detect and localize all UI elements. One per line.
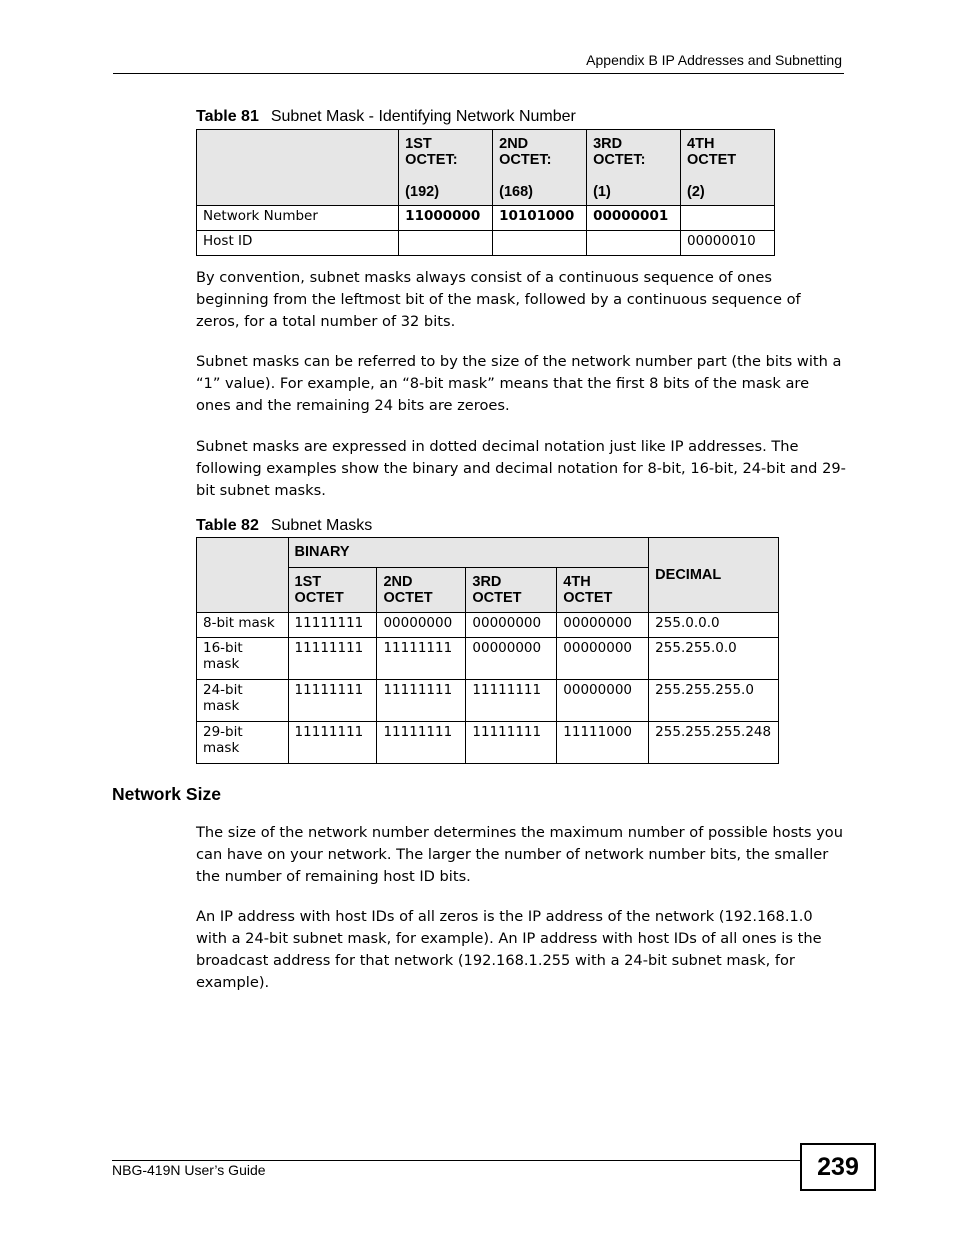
table-row [197, 680, 779, 722]
row-label: Network Number [197, 206, 399, 231]
table-row [197, 206, 775, 231]
table-cell [493, 231, 587, 256]
running-header: Appendix B IP Addresses and Subnetting [586, 52, 842, 68]
table-cell: 10101000 [493, 206, 587, 231]
paragraph-2: Subnet masks can be referred to by the size of the network number part (the bits with a “1” value). For example, an “8-bit mask” means that the first 8 bits of the mask are ones and the remaining 24 bits are zeroes. [196, 353, 842, 414]
table-row [197, 638, 779, 680]
table-cell: 11111111 [288, 680, 377, 722]
table82-octet-4: 4TH OCTET [557, 568, 649, 613]
table-cell: 00000010 [681, 231, 775, 256]
table82-title: Subnet Masks [270, 517, 373, 534]
table-cell: 11111111 [377, 680, 466, 722]
decimal-cell: 255.255.255.0 [649, 680, 779, 722]
table-cell: 11111111 [288, 638, 377, 680]
table-row [197, 613, 779, 638]
table82-decimal-header: DECIMAL [649, 538, 779, 613]
table-row [197, 722, 779, 764]
table81-col-3: 3RD OCTET: (1) [587, 130, 681, 206]
table-cell: 00000000 [377, 613, 466, 638]
row-label: Host ID [197, 231, 399, 256]
row-label: 29-bit mask [197, 722, 289, 764]
table82-octet-2: 2ND OCTET [377, 568, 466, 613]
table-cell: 00000000 [557, 680, 649, 722]
row-label: 16-bit mask [197, 638, 289, 680]
table81-col-4: 4TH OCTET (2) [681, 130, 775, 206]
table-cell: 11111111 [377, 722, 466, 764]
table-cell: 11111111 [466, 680, 557, 722]
footer-rule [112, 1160, 802, 1161]
table81-col-1: 1ST OCTET: (192) [399, 130, 493, 206]
section-paragraph-1: The size of the network number determines the maximum number of possible hosts you can have on your network. The larger the number of network number bits, the smaller the number of remaining host ID bits. [196, 824, 843, 885]
section-paragraph-2: An IP address with host IDs of all zeros is the IP address of the network (192.168.1.0 with a 24-bit subnet mask, for example). An IP address with host IDs of all ones is the broadcast address for that network (192.168.1.255 with a 24-bit subnet mask, for example). [196, 908, 822, 991]
table-cell: 11111000 [557, 722, 649, 764]
table81-label: Table 81 [196, 108, 259, 125]
decimal-cell: 255.0.0.0 [649, 613, 779, 638]
table-cell: 11111111 [466, 722, 557, 764]
table-cell: 00000000 [557, 613, 649, 638]
decimal-cell: 255.255.255.248 [649, 722, 779, 764]
table-cell: 00000000 [466, 613, 557, 638]
table81-col-2: 2ND OCTET: (168) [493, 130, 587, 206]
table-cell [399, 231, 493, 256]
table-cell: 00000000 [557, 638, 649, 680]
table82-octet-1: 1ST OCTET [288, 568, 377, 613]
section-heading: Network Size [112, 784, 221, 804]
table81-caption [196, 108, 576, 126]
table-cell: 00000000 [466, 638, 557, 680]
table-cell [681, 206, 775, 231]
table82-header-row-1 [197, 538, 779, 568]
decimal-cell: 255.255.0.0 [649, 638, 779, 680]
table82-octet-3: 3RD OCTET [466, 568, 557, 613]
page-number: 239 [800, 1143, 876, 1191]
table82 [196, 537, 779, 764]
table-cell [587, 231, 681, 256]
paragraph-1: By convention, subnet masks always consist of a continuous sequence of ones beginning from the leftmost bit of the mask, followed by a continuous sequence of zeros, for a total number of 32 bits. [196, 269, 801, 330]
table81-corner [197, 130, 399, 206]
table-cell: 11111111 [288, 613, 377, 638]
table81-header-row [197, 130, 775, 206]
table-row [197, 231, 775, 256]
row-label: 8-bit mask [197, 613, 289, 638]
footer-guide-title: NBG-419N User’s Guide [112, 1162, 266, 1178]
table82-corner [197, 538, 289, 613]
table81-title: Subnet Mask - Identifying Network Number [270, 108, 576, 125]
table82-caption [196, 517, 372, 535]
table-cell: 00000001 [587, 206, 681, 231]
header-rule [113, 73, 844, 74]
table-cell: 11000000 [399, 206, 493, 231]
table82-label: Table 82 [196, 517, 259, 534]
paragraph-3: Subnet masks are expressed in dotted decimal notation just like IP addresses. The following examples show the binary and decimal notation for 8-bit, 16-bit, 24-bit and 29-bit subnet masks. [196, 438, 846, 499]
table-cell: 11111111 [288, 722, 377, 764]
table82-binary-header: BINARY [288, 538, 649, 568]
table-cell: 11111111 [377, 638, 466, 680]
table81 [196, 129, 775, 256]
row-label: 24-bit mask [197, 680, 289, 722]
